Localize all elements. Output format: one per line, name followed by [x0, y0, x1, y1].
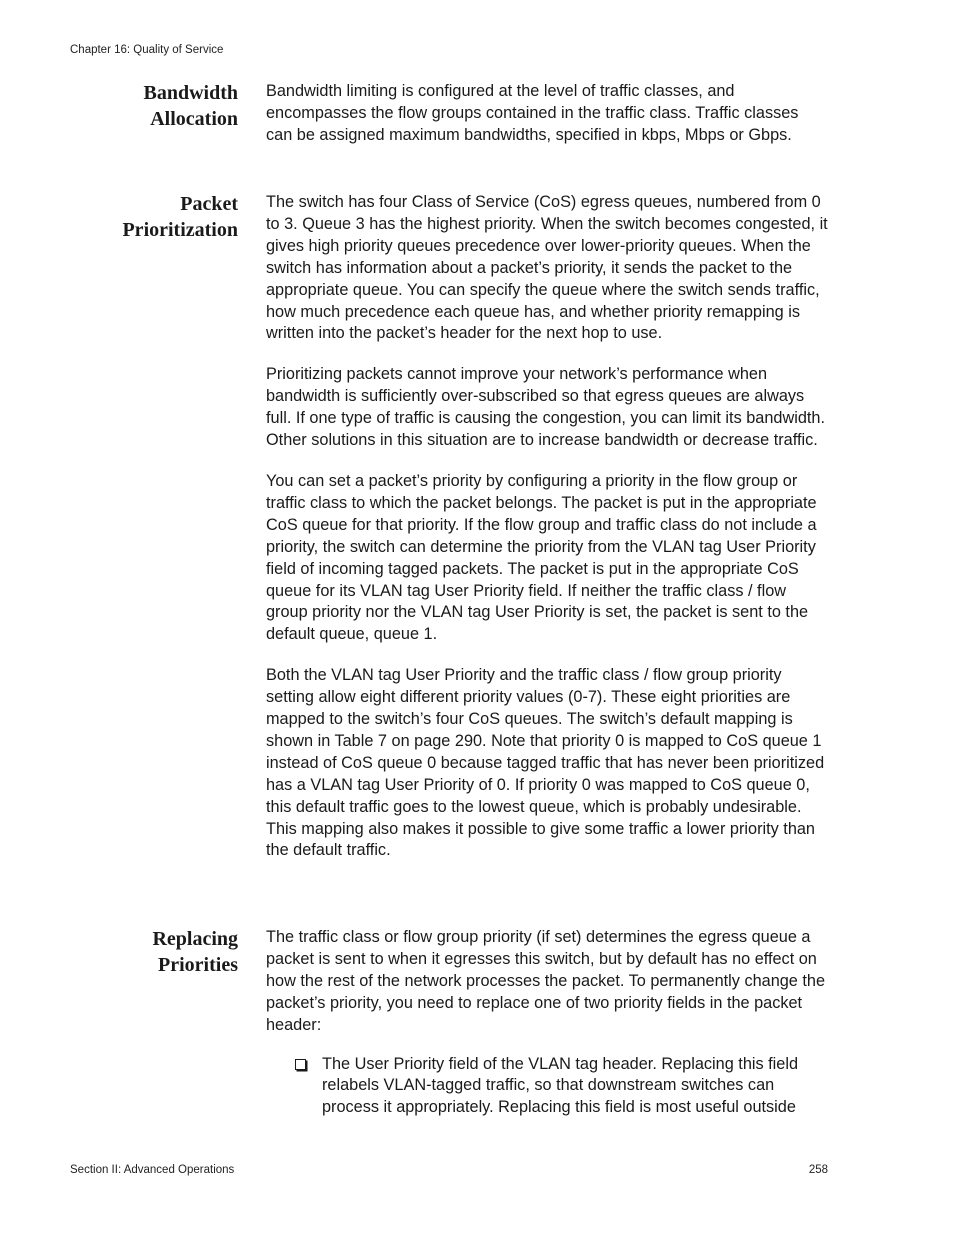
running-footer-section: Section II: Advanced Operations: [70, 1164, 235, 1176]
section-heading: [38, 80, 238, 132]
heading-line: Allocation: [150, 108, 238, 130]
section-body: [266, 81, 828, 166]
running-header: Chapter 16: Quality of Service: [70, 44, 224, 56]
heading-line: Prioritization: [122, 219, 238, 241]
page-number: 258: [808, 1164, 828, 1176]
list-item-text: The User Priority field of the VLAN tag header. Replacing this field relabels VLAN-tagged traffic, so that downstream switches can process it appropriately. Replacing this field is most useful outside: [322, 1054, 799, 1117]
section-body: [266, 927, 828, 1119]
checkbox-bullet-icon: [295, 1059, 306, 1070]
heading-line: Bandwidth: [143, 82, 238, 104]
paragraph: The switch has four Class of Service (CoS) egress queues, numbered from 0 to 3. Queue 3 has the highest priority. When the switch becomes congested, it gives high priority queues precedence over lower-priority queues. When the switch has information about a packet’s priority, it sends the packet to the appropriate queue. You can specify the queue where the switch sends traffic, how much precedence each queue has, and whether priority remapping is written into the packet’s header for the next hop to use.: [266, 193, 828, 343]
section-body: [266, 192, 828, 881]
paragraph: Prioritizing packets cannot improve your network’s performance when bandwidth is sufficiently over-subscribed so that egress queues are always full. If one type of traffic is causing the congestion, you can limit its bandwidth. Other solutions in this situation are to increase bandwidth or decrease traffic.: [266, 365, 825, 450]
section-heading: [38, 191, 238, 243]
paragraph: You can set a packet’s priority by configuring a priority in the flow group or traffic class to which the packet belongs. The packet is put in the appropriate CoS queue for that priority. If the flow group and traffic class do not include a priority, the switch can determine the priority from the VLAN tag User Priority field of incoming tagged packets. The packet is put in the appropriate CoS queue for its VLAN tag User Priority field. If neither the traffic class / flow group priority nor the VLAN tag User Priority is set, the packet is sent to the default queue, queue 1.: [266, 471, 817, 644]
list-item: [266, 1054, 828, 1120]
paragraph: The traffic class or flow group priority (if set) determines the egress queue a packet is sent to when it egresses this switch, but by default has no effect on how the rest of the network processes the packet. To permanently change the packet’s priority, you need to replace one of two priority fields in the packet header:: [266, 928, 826, 1034]
paragraph: Both the VLAN tag User Priority and the traffic class / flow group priority setting allow eight different priority values (0-7). These eight priorities are mapped to the switch’s four CoS queues. The switch’s default mapping is shown in Table 7 on page 290. Note that priority 0 is mapped to CoS queue 1 instead of CoS queue 0 because tagged traffic that has never been prioritized has a VLAN tag User Priority of 0. If priority 0 was mapped to CoS queue 0, this default traffic goes to the lowest queue, which is probably undesirable. This mapping also makes it possible to give some traffic a lower priority than the default traffic.: [266, 666, 825, 860]
bullet-list: [266, 1054, 828, 1120]
heading-line: Priorities: [158, 954, 238, 976]
section-heading: [38, 926, 238, 978]
heading-line: Replacing: [152, 928, 238, 950]
paragraph: Bandwidth limiting is configured at the level of traffic classes, and encompasses the flow groups contained in the traffic class. Traffic classes can be assigned maximum bandwidths, specified in kbps, Mbps or Gbps.: [266, 82, 799, 144]
heading-line: Packet: [180, 193, 238, 215]
